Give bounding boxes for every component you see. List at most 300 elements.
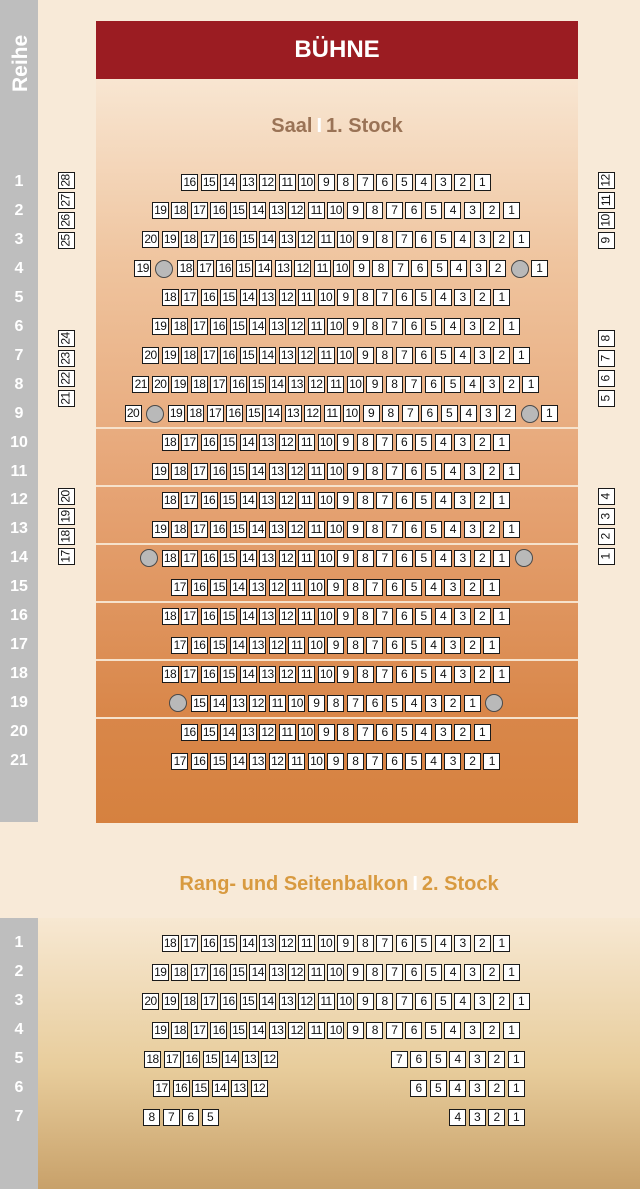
seat[interactable]: 13 [269, 318, 286, 335]
seat[interactable]: 12 [288, 318, 305, 335]
seat[interactable]: 14 [249, 202, 266, 219]
seat[interactable]: 10 [327, 521, 344, 538]
seat[interactable]: 14 [240, 434, 257, 451]
seat[interactable]: 1 [493, 289, 510, 306]
seat[interactable]: 12 [279, 434, 296, 451]
seat[interactable]: 10 [318, 935, 335, 952]
seat[interactable]: 3 [435, 724, 452, 741]
seat[interactable]: 6 [405, 964, 422, 981]
seat[interactable]: 6 [386, 579, 403, 596]
seat[interactable]: 17 [181, 434, 198, 451]
seat[interactable]: 13 [259, 666, 276, 683]
seat[interactable]: 6 [396, 935, 413, 952]
seat[interactable]: 3 [464, 202, 481, 219]
seat[interactable]: 7 [386, 1022, 403, 1039]
seat[interactable]: 9 [308, 695, 325, 712]
seat[interactable]: 2 [488, 1109, 505, 1126]
seat[interactable]: 16 [201, 935, 218, 952]
side-box-seat[interactable]: 7 [598, 350, 615, 367]
seat[interactable]: 12 [269, 579, 286, 596]
seat[interactable]: 16 [181, 174, 198, 191]
seat[interactable]: 4 [449, 1080, 466, 1097]
seat[interactable]: 4 [460, 405, 477, 422]
seat[interactable]: 19 [134, 260, 151, 277]
side-box-seat[interactable]: 22 [58, 370, 75, 387]
seat[interactable]: 18 [162, 608, 179, 625]
seat[interactable]: 12 [294, 260, 311, 277]
seat[interactable]: 6 [396, 492, 413, 509]
seat[interactable]: 9 [353, 260, 370, 277]
seat[interactable]: 16 [216, 260, 233, 277]
seat[interactable]: 21 [132, 376, 149, 393]
seat[interactable]: 18 [171, 521, 188, 538]
seat[interactable]: 2 [483, 318, 500, 335]
seat[interactable]: 10 [318, 666, 335, 683]
seat[interactable]: 6 [366, 695, 383, 712]
seat[interactable]: 2 [474, 666, 491, 683]
seat[interactable]: 17 [171, 579, 188, 596]
seat[interactable]: 4 [405, 695, 422, 712]
seat[interactable]: 12 [288, 521, 305, 538]
seat[interactable]: 2 [474, 434, 491, 451]
seat[interactable]: 9 [337, 608, 354, 625]
seat[interactable]: 8 [372, 260, 389, 277]
seat[interactable]: 20 [152, 376, 169, 393]
seat[interactable]: 5 [425, 202, 442, 219]
seat[interactable]: 12 [298, 347, 315, 364]
seat[interactable]: 4 [435, 935, 452, 952]
seat[interactable]: 6 [182, 1109, 199, 1126]
side-box-seat[interactable]: 18 [58, 528, 75, 545]
seat[interactable]: 14 [249, 318, 266, 335]
seat[interactable]: 3 [470, 260, 487, 277]
seat[interactable]: 3 [444, 637, 461, 654]
seat[interactable]: 9 [366, 376, 383, 393]
side-box-seat[interactable]: 8 [598, 330, 615, 347]
seat[interactable]: 6 [411, 260, 428, 277]
seat[interactable]: 16 [201, 492, 218, 509]
seat[interactable]: 13 [269, 463, 286, 480]
seat[interactable]: 5 [430, 1080, 447, 1097]
seat[interactable]: 15 [230, 521, 247, 538]
seat[interactable]: 16 [210, 964, 227, 981]
side-box-seat[interactable]: 28 [58, 172, 75, 189]
seat[interactable]: 5 [415, 608, 432, 625]
seat[interactable]: 6 [415, 347, 432, 364]
side-box-seat[interactable]: 11 [598, 192, 615, 209]
seat[interactable]: 8 [357, 492, 374, 509]
seat[interactable]: 19 [152, 318, 169, 335]
seat[interactable]: 8 [366, 318, 383, 335]
seat[interactable]: 4 [415, 724, 432, 741]
seat[interactable]: 17 [181, 550, 198, 567]
seat[interactable]: 15 [220, 289, 237, 306]
seat[interactable]: 7 [405, 376, 422, 393]
seat[interactable]: 14 [212, 1080, 229, 1097]
seat[interactable]: 2 [499, 405, 516, 422]
seat[interactable]: 20 [142, 347, 159, 364]
seat[interactable]: 2 [493, 347, 510, 364]
seat[interactable]: 4 [444, 1022, 461, 1039]
seat[interactable]: 4 [444, 202, 461, 219]
seat[interactable]: 14 [210, 695, 227, 712]
seat[interactable]: 9 [337, 666, 354, 683]
seat[interactable]: 15 [220, 550, 237, 567]
seat[interactable]: 1 [508, 1051, 525, 1068]
seat[interactable]: 3 [483, 376, 500, 393]
seat[interactable]: 8 [366, 463, 383, 480]
seat[interactable]: 12 [279, 289, 296, 306]
seat[interactable]: 8 [357, 550, 374, 567]
seat[interactable]: 5 [415, 550, 432, 567]
seat[interactable]: 4 [444, 521, 461, 538]
seat[interactable]: 2 [483, 1022, 500, 1039]
seat[interactable]: 13 [285, 405, 302, 422]
seat[interactable]: 5 [425, 964, 442, 981]
seat[interactable]: 16 [220, 231, 237, 248]
seat[interactable]: 11 [298, 666, 315, 683]
seat[interactable]: 19 [162, 993, 179, 1010]
seat[interactable]: 3 [464, 318, 481, 335]
seat[interactable]: 5 [405, 637, 422, 654]
seat[interactable]: 5 [435, 347, 452, 364]
seat[interactable]: 16 [210, 318, 227, 335]
seat[interactable]: 8 [376, 993, 393, 1010]
seat[interactable]: 15 [192, 1080, 209, 1097]
seat[interactable]: 12 [308, 376, 325, 393]
seat[interactable]: 1 [508, 1109, 525, 1126]
seat[interactable]: 10 [337, 993, 354, 1010]
seat[interactable]: 1 [513, 231, 530, 248]
seat[interactable]: 9 [347, 1022, 364, 1039]
side-box-seat[interactable]: 24 [58, 330, 75, 347]
seat[interactable]: 7 [366, 637, 383, 654]
seat[interactable]: 18 [171, 202, 188, 219]
seat[interactable]: 17 [171, 637, 188, 654]
seat[interactable]: 2 [474, 289, 491, 306]
seat[interactable]: 9 [337, 550, 354, 567]
seat[interactable]: 7 [163, 1109, 180, 1126]
seat[interactable]: 7 [396, 231, 413, 248]
seat[interactable]: 10 [308, 637, 325, 654]
seat[interactable]: 14 [269, 376, 286, 393]
seat[interactable]: 18 [181, 347, 198, 364]
seat[interactable]: 4 [454, 231, 471, 248]
seat[interactable]: 11 [318, 231, 335, 248]
seat[interactable]: 11 [314, 260, 331, 277]
seat[interactable]: 20 [142, 231, 159, 248]
seat[interactable]: 18 [162, 289, 179, 306]
seat[interactable]: 15 [203, 1051, 220, 1068]
seat[interactable]: 13 [240, 174, 257, 191]
seat[interactable]: 18 [177, 260, 194, 277]
seat[interactable]: 10 [327, 1022, 344, 1039]
seat[interactable]: 11 [279, 174, 296, 191]
seat[interactable]: 7 [386, 463, 403, 480]
seat[interactable]: 11 [308, 463, 325, 480]
seat[interactable]: 9 [337, 289, 354, 306]
seat[interactable]: 8 [357, 935, 374, 952]
seat[interactable]: 15 [220, 492, 237, 509]
seat[interactable]: 15 [240, 993, 257, 1010]
seat[interactable]: 4 [464, 376, 481, 393]
seat[interactable]: 14 [259, 347, 276, 364]
seat[interactable]: 15 [230, 964, 247, 981]
seat[interactable]: 8 [366, 1022, 383, 1039]
side-box-seat[interactable]: 23 [58, 350, 75, 367]
seat[interactable]: 3 [454, 492, 471, 509]
seat[interactable]: 8 [376, 231, 393, 248]
seat[interactable]: 1 [503, 964, 520, 981]
seat[interactable]: 13 [231, 1080, 248, 1097]
seat[interactable]: 3 [480, 405, 497, 422]
seat[interactable]: 16 [210, 521, 227, 538]
seat[interactable]: 3 [454, 608, 471, 625]
seat[interactable]: 13 [230, 695, 247, 712]
seat[interactable]: 12 [288, 964, 305, 981]
seat[interactable]: 9 [347, 521, 364, 538]
seat[interactable]: 12 [279, 935, 296, 952]
seat[interactable]: 20 [142, 993, 159, 1010]
seat[interactable]: 9 [347, 964, 364, 981]
seat[interactable]: 1 [503, 463, 520, 480]
side-box-seat[interactable]: 26 [58, 212, 75, 229]
seat[interactable]: 4 [425, 637, 442, 654]
seat[interactable]: 15 [191, 695, 208, 712]
seat[interactable]: 7 [402, 405, 419, 422]
seat[interactable]: 17 [191, 318, 208, 335]
seat[interactable]: 16 [226, 405, 243, 422]
seat[interactable]: 6 [405, 318, 422, 335]
seat[interactable]: 14 [240, 550, 257, 567]
seat[interactable]: 4 [425, 753, 442, 770]
seat[interactable]: 19 [152, 964, 169, 981]
seat[interactable]: 11 [308, 1022, 325, 1039]
seat[interactable]: 4 [435, 550, 452, 567]
seat[interactable]: 10 [298, 174, 315, 191]
seat[interactable]: 2 [444, 695, 461, 712]
seat[interactable]: 18 [162, 550, 179, 567]
seat[interactable]: 8 [366, 202, 383, 219]
seat[interactable]: 3 [474, 231, 491, 248]
seat[interactable]: 7 [357, 724, 374, 741]
seat[interactable]: 19 [162, 231, 179, 248]
seat[interactable]: 12 [259, 174, 276, 191]
seat[interactable]: 3 [474, 993, 491, 1010]
seat[interactable]: 15 [210, 637, 227, 654]
seat[interactable]: 17 [181, 666, 198, 683]
seat[interactable]: 9 [347, 463, 364, 480]
seat[interactable]: 1 [483, 637, 500, 654]
seat[interactable]: 12 [288, 1022, 305, 1039]
seat[interactable]: 11 [308, 521, 325, 538]
seat[interactable]: 4 [454, 993, 471, 1010]
seat[interactable]: 2 [474, 550, 491, 567]
seat[interactable]: 10 [343, 405, 360, 422]
seat[interactable]: 1 [531, 260, 548, 277]
seat[interactable]: 10 [327, 318, 344, 335]
seat[interactable]: 2 [483, 964, 500, 981]
seat[interactable]: 14 [220, 174, 237, 191]
seat[interactable]: 15 [230, 318, 247, 335]
seat[interactable]: 18 [181, 993, 198, 1010]
seat[interactable]: 8 [337, 724, 354, 741]
seat[interactable]: 10 [327, 463, 344, 480]
seat[interactable]: 11 [324, 405, 341, 422]
seat[interactable]: 3 [425, 695, 442, 712]
seat[interactable]: 7 [376, 608, 393, 625]
seat[interactable]: 17 [153, 1080, 170, 1097]
seat[interactable]: 13 [275, 260, 292, 277]
seat[interactable]: 11 [318, 993, 335, 1010]
seat[interactable]: 7 [396, 347, 413, 364]
seat[interactable]: 14 [230, 753, 247, 770]
seat[interactable]: 4 [449, 1051, 466, 1068]
seat[interactable]: 11 [308, 202, 325, 219]
seat[interactable]: 5 [435, 993, 452, 1010]
seat[interactable]: 5 [425, 1022, 442, 1039]
seat[interactable]: 6 [376, 174, 393, 191]
seat[interactable]: 14 [259, 231, 276, 248]
seat[interactable]: 6 [396, 666, 413, 683]
seat[interactable]: 10 [298, 724, 315, 741]
seat[interactable]: 9 [357, 993, 374, 1010]
seat[interactable]: 5 [425, 463, 442, 480]
seat[interactable]: 13 [279, 231, 296, 248]
seat[interactable]: 3 [464, 1022, 481, 1039]
seat[interactable]: 8 [327, 695, 344, 712]
seat[interactable]: 16 [220, 347, 237, 364]
seat[interactable]: 16 [191, 579, 208, 596]
seat[interactable]: 12 [288, 463, 305, 480]
seat[interactable]: 9 [327, 637, 344, 654]
seat[interactable]: 12 [279, 550, 296, 567]
seat[interactable]: 15 [220, 935, 237, 952]
seat[interactable]: 17 [181, 935, 198, 952]
seat[interactable]: 10 [327, 202, 344, 219]
seat[interactable]: 4 [425, 579, 442, 596]
side-box-seat[interactable]: 17 [58, 548, 75, 565]
seat[interactable]: 8 [357, 434, 374, 451]
seat[interactable]: 6 [405, 521, 422, 538]
seat[interactable]: 16 [191, 753, 208, 770]
seat[interactable]: 19 [171, 376, 188, 393]
seat[interactable]: 11 [318, 347, 335, 364]
seat[interactable]: 5 [431, 260, 448, 277]
seat[interactable]: 10 [318, 550, 335, 567]
seat[interactable]: 16 [181, 724, 198, 741]
seat[interactable]: 2 [474, 935, 491, 952]
seat[interactable]: 3 [454, 666, 471, 683]
seat[interactable]: 7 [366, 579, 383, 596]
seat[interactable]: 14 [259, 993, 276, 1010]
seat[interactable]: 15 [210, 579, 227, 596]
side-box-seat[interactable]: 19 [58, 508, 75, 525]
seat[interactable]: 9 [318, 724, 335, 741]
seat[interactable]: 4 [444, 318, 461, 335]
seat[interactable]: 5 [405, 753, 422, 770]
seat[interactable]: 17 [171, 753, 188, 770]
seat[interactable]: 19 [152, 1022, 169, 1039]
seat[interactable]: 9 [337, 492, 354, 509]
seat[interactable]: 16 [210, 202, 227, 219]
seat[interactable]: 1 [493, 434, 510, 451]
seat[interactable]: 1 [483, 579, 500, 596]
seat[interactable]: 6 [405, 463, 422, 480]
seat[interactable]: 3 [469, 1109, 486, 1126]
seat[interactable]: 1 [503, 318, 520, 335]
seat[interactable]: 9 [357, 231, 374, 248]
seat[interactable]: 15 [246, 405, 263, 422]
seat[interactable]: 1 [474, 174, 491, 191]
side-box-seat[interactable]: 9 [598, 232, 615, 249]
seat[interactable]: 13 [269, 1022, 286, 1039]
seat[interactable]: 8 [143, 1109, 160, 1126]
seat[interactable]: 12 [261, 1051, 278, 1068]
seat[interactable]: 7 [376, 289, 393, 306]
seat[interactable]: 6 [415, 231, 432, 248]
seat[interactable]: 17 [210, 376, 227, 393]
side-box-seat[interactable]: 1 [598, 548, 615, 565]
seat[interactable]: 1 [513, 993, 530, 1010]
seat[interactable]: 5 [415, 666, 432, 683]
seat[interactable]: 19 [152, 521, 169, 538]
seat[interactable]: 13 [259, 608, 276, 625]
seat[interactable]: 11 [279, 724, 296, 741]
seat[interactable]: 9 [327, 579, 344, 596]
seat[interactable]: 1 [474, 724, 491, 741]
seat[interactable]: 16 [183, 1051, 200, 1068]
seat[interactable]: 9 [327, 753, 344, 770]
seat[interactable]: 14 [249, 463, 266, 480]
seat[interactable]: 3 [454, 289, 471, 306]
seat[interactable]: 12 [279, 492, 296, 509]
seat[interactable]: 14 [240, 289, 257, 306]
seat[interactable]: 17 [197, 260, 214, 277]
seat[interactable]: 13 [249, 579, 266, 596]
seat[interactable]: 7 [347, 695, 364, 712]
seat[interactable]: 7 [366, 753, 383, 770]
seat[interactable]: 14 [265, 405, 282, 422]
seat[interactable]: 9 [318, 174, 335, 191]
seat[interactable]: 18 [181, 231, 198, 248]
seat[interactable]: 1 [493, 935, 510, 952]
seat[interactable]: 11 [288, 579, 305, 596]
seat[interactable]: 3 [464, 521, 481, 538]
seat[interactable]: 5 [415, 289, 432, 306]
seat[interactable]: 13 [259, 492, 276, 509]
seat[interactable]: 8 [357, 608, 374, 625]
seat[interactable]: 11 [269, 695, 286, 712]
seat[interactable]: 10 [318, 434, 335, 451]
seat[interactable]: 11 [288, 753, 305, 770]
seat[interactable]: 12 [259, 724, 276, 741]
seat[interactable]: 6 [405, 202, 422, 219]
seat[interactable]: 15 [230, 202, 247, 219]
seat[interactable]: 10 [318, 608, 335, 625]
seat[interactable]: 5 [415, 492, 432, 509]
seat[interactable]: 13 [269, 964, 286, 981]
seat[interactable]: 1 [464, 695, 481, 712]
seat[interactable]: 5 [396, 724, 413, 741]
seat[interactable]: 6 [415, 993, 432, 1010]
seat[interactable]: 2 [503, 376, 520, 393]
seat[interactable]: 20 [125, 405, 142, 422]
seat[interactable]: 15 [240, 231, 257, 248]
seat[interactable]: 5 [425, 318, 442, 335]
seat[interactable]: 6 [421, 405, 438, 422]
seat[interactable]: 3 [444, 753, 461, 770]
